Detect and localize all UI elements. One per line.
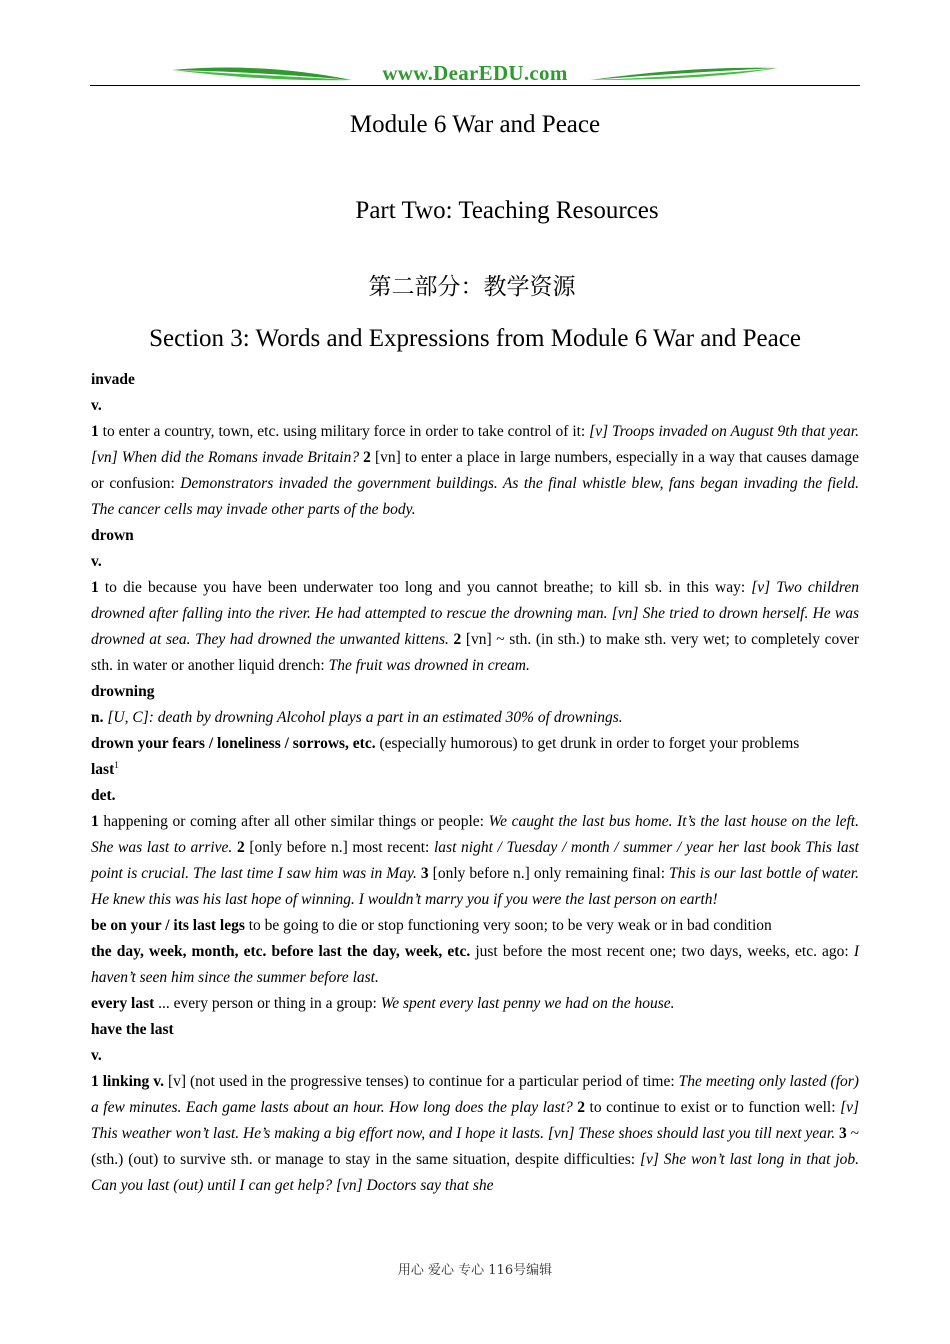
- headword: invade: [91, 371, 135, 388]
- page-footer: 用心 爱心 专心 116号编辑: [397, 1263, 553, 1278]
- site-url: www.DearEDU.com: [382, 61, 568, 85]
- entry-senses: 1 happening or coming after all other similar things or people: We caught the last bus home. It’s the last house on the left. She was last to arrive. 2 [only before n.] most recent: last night / Tuesday / month / summer / year her last book This last point is crucial. The last time I saw him was in May. 3 [only before n.] only remaining final: This is our last bottle of water. He knew this was his last hope of winning. I wouldn’t marry you if you were the last person on earth!: [91, 813, 859, 908]
- entry-senses: 1 to enter a country, town, etc. using military force in order to take control of it: [v] Troops invaded on August 9th that year. [vn] When did the Romans invade Britain? 2 [vn] to enter a place in large numbers, especially in a way that causes damage or confusion: Demonstrators invaded the government buildings. As the final whistle blew, fans began invading the field. The cancer cells may invade other parts of the body.: [91, 423, 860, 518]
- header-rule: [90, 85, 860, 86]
- entry-senses: 1 to die because you have been underwater too long and you cannot breathe; to kill sb. in this way: [v] Two children drowned after falling into the river. He had attempted to rescue the drowning man. [vn] She tried to drown herself. He was drowned at sea. They had drowned the unwanted kittens. 2 [vn] ~ sth. (in sth.) to make sth. very wet; to completely cover sth. in water or another liquid drench: The fruit was drowned in cream.: [91, 579, 860, 674]
- site-banner: [90, 58, 860, 88]
- section-title: Section 3: Words and Expressions from Module 6 War and Peace: [149, 325, 801, 352]
- entry-senses: 1 linking v. [v] (not used in the progressive tenses) to continue for a particular period of time: The meeting only lasted (for) a few minutes. Each game lasts about an hour. How long does the play last? 2 to continue to exist or to function well: [v] This weather won’t last. He’s making a big effort now, and I hope it lasts. [vn] These shoes should last you till next year. 3 ~ (sth.) (out) to survive sth. or manage to stay in the same situation, despite difficulties: [v] She won’t last long in that job. Can you last (out) until I can get help? [vn] Doctors say that she: [91, 1073, 860, 1194]
- headword: drowning: [91, 683, 155, 700]
- part-of-speech: det.: [91, 787, 116, 804]
- part-title-chinese: 第二部分：教学资源: [368, 274, 576, 300]
- idiom-entry: the day, week, month, etc. before last the day, week, etc. just before the most recent one; two days, weeks, etc. ago: I haven’t seen him since the summer before last.: [91, 943, 860, 986]
- headword: last$^1$: [91, 759, 119, 778]
- idiom-entry: every last ... every person or thing in a group: We spent every last penny we had on the house.: [91, 995, 675, 1012]
- idiom-entry: be on your / its last legs to be going to die or stop functioning very soon; to be very weak or in bad condition: [91, 917, 772, 934]
- part-of-speech: v.: [91, 553, 102, 570]
- entry-senses: n. [U, C]: death by drowning Alcohol plays a part in an estimated 30% of drownings.: [91, 709, 623, 726]
- headword: have the last: [91, 1021, 174, 1038]
- part-of-speech: v.: [91, 397, 102, 414]
- dictionary-entries: [91, 367, 859, 1199]
- part-of-speech: v.: [91, 1047, 102, 1064]
- part-title: Part Two: Teaching Resources: [355, 197, 659, 224]
- module-title: Module 6 War and Peace: [349, 111, 601, 138]
- headword: drown: [91, 527, 134, 544]
- idiom-entry: drown your fears / loneliness / sorrows, etc. (especially humorous) to get drunk in order to forget your problems: [91, 735, 800, 752]
